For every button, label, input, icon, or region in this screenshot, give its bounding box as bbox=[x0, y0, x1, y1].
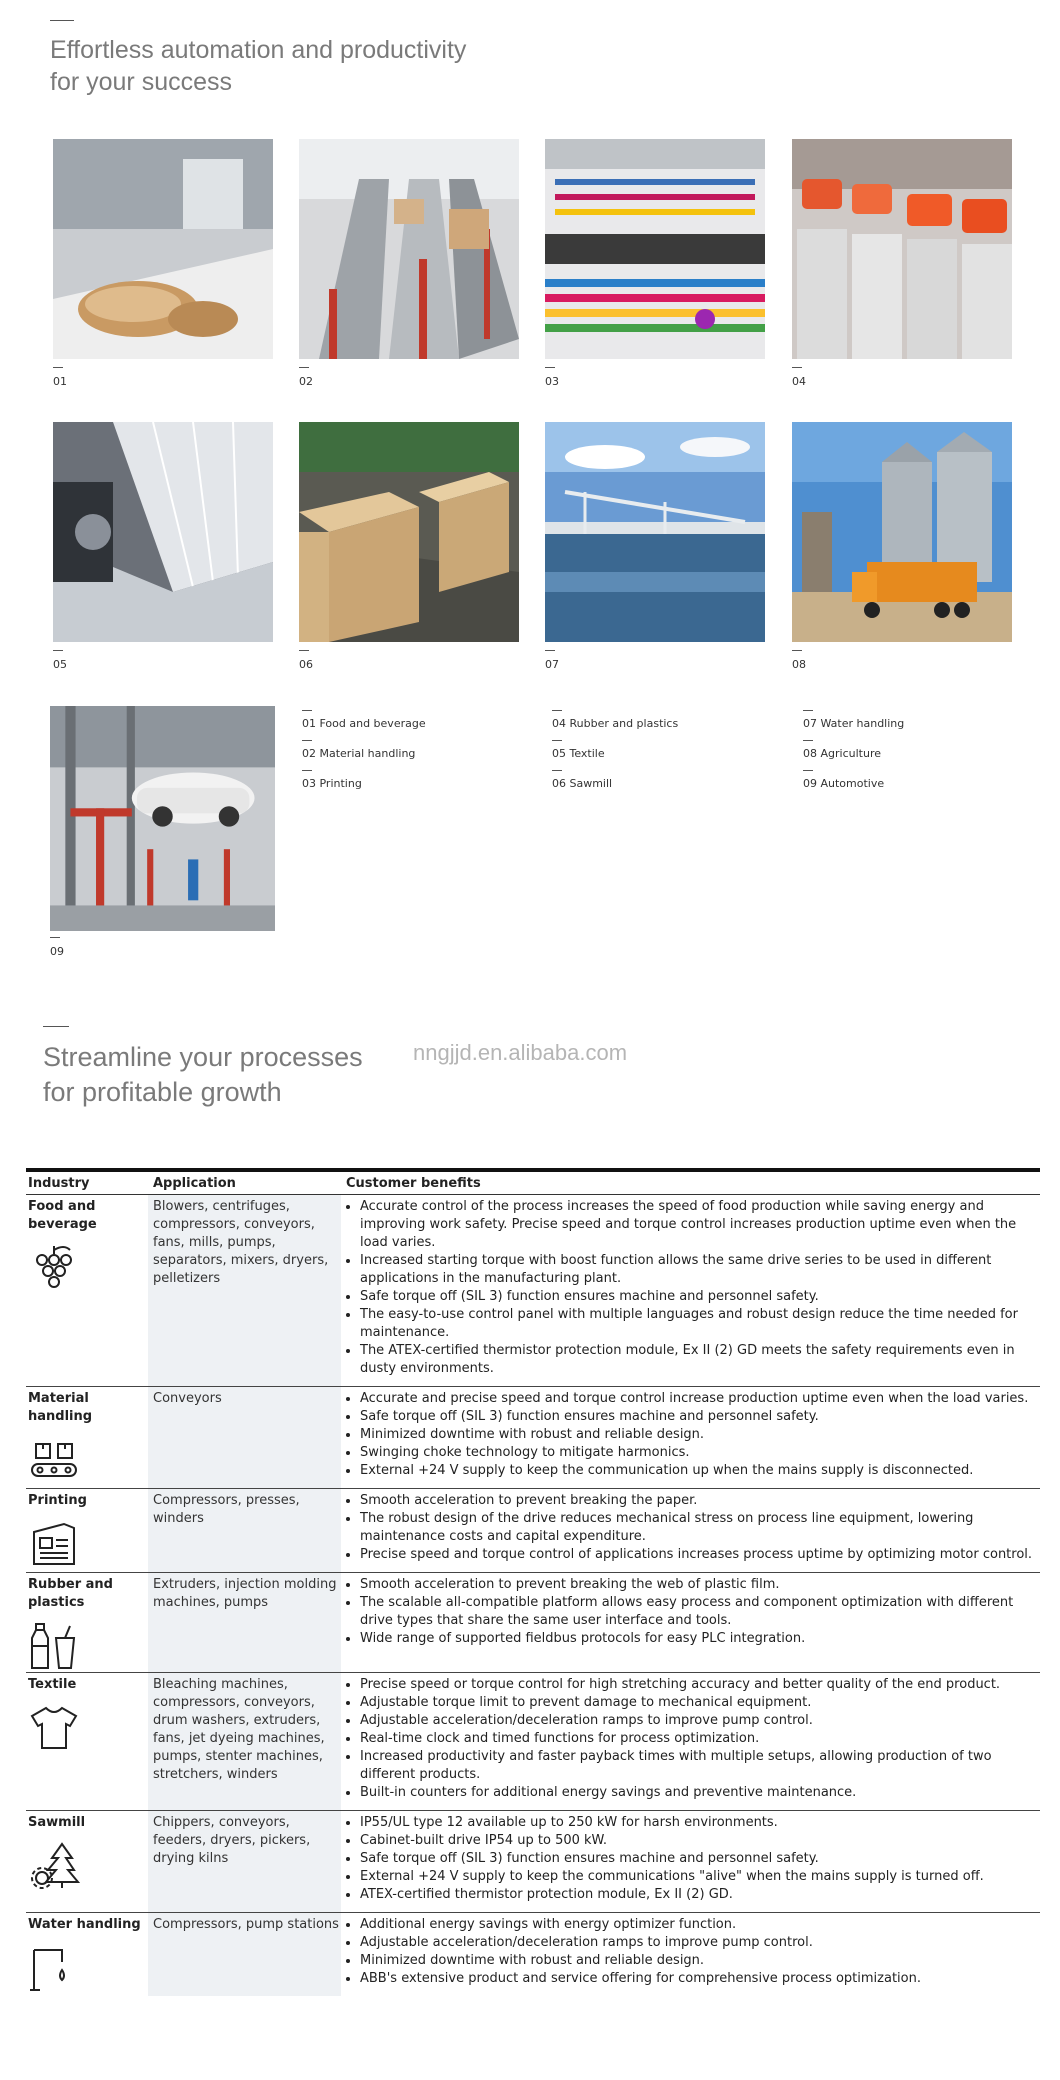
benefit-item: • Precise speed and torque control of applications increases process uptime by optimizing motor control. bbox=[360, 1546, 1040, 1564]
benefit-item: • Precise speed or torque control for high stretching accuracy and better quality of the end product. bbox=[360, 1676, 1040, 1694]
legend-column bbox=[552, 710, 762, 800]
photo-caption: 08 bbox=[792, 650, 806, 671]
photo-caption: 04 bbox=[792, 367, 806, 388]
legend-item: 02 Material handling bbox=[302, 740, 512, 770]
benefit-item: • Smooth acceleration to prevent breaking the paper. bbox=[360, 1492, 1040, 1510]
benefit-item: • Built-in counters for additional energy savings and preventive maintenance. bbox=[360, 1784, 1040, 1802]
benefit-item: • The scalable all-compatible platform allows easy process and component optimization with different drive types that share the same user interface and tools. bbox=[360, 1594, 1040, 1630]
benefit-item: • Increased productivity and faster payback times with multiple setups, allowing production of two different products. bbox=[360, 1748, 1040, 1784]
photo-caption: 02 bbox=[299, 367, 313, 388]
benefit-item: • Cabinet-built drive IP54 up to 500 kW. bbox=[360, 1832, 1040, 1850]
benefit-item: • Safe torque off (SIL 3) function ensures machine and personnel safety. bbox=[360, 1850, 1040, 1868]
photo-caption: 05 bbox=[53, 650, 67, 671]
benefit-item: • The ATEX-certified thermistor protection module, Ex II (2) GD meets the safety requirements even in dusty environments. bbox=[360, 1342, 1040, 1378]
benefit-item: • ATEX-certified thermistor protection module, Ex II (2) GD. bbox=[360, 1886, 1040, 1904]
application-cell: Bleaching machines, compressors, conveyors, drum washers, extruders, fans, jet dyeing machines, pumps, stenter machines, stretchers, winders bbox=[148, 1673, 341, 1810]
table-header bbox=[26, 1172, 1040, 1195]
bread-photo bbox=[53, 139, 273, 359]
newspaper-icon bbox=[28, 1518, 80, 1570]
photo-caption: 03 bbox=[545, 367, 559, 388]
legend-item: 01 Food and beverage bbox=[302, 710, 512, 740]
conveyor-icon bbox=[28, 1434, 80, 1486]
legend-item: 04 Rubber and plastics bbox=[552, 710, 762, 740]
industry-name: Sawmill bbox=[28, 1815, 86, 1830]
textile-loom-photo bbox=[53, 422, 273, 642]
application-cell: Compressors, pump stations bbox=[148, 1913, 341, 1996]
industry-name: Material handling bbox=[28, 1391, 93, 1424]
benefit-item: • Safe torque off (SIL 3) function ensures machine and personnel safety. bbox=[360, 1408, 1040, 1426]
legend-item: 06 Sawmill bbox=[552, 770, 762, 800]
benefit-item: • ABB's extensive product and service offering for comprehensive process optimization. bbox=[360, 1970, 1040, 1988]
industry-benefits-table bbox=[26, 1168, 1040, 1996]
benefit-item: • Minimized downtime with robust and reliable design. bbox=[360, 1426, 1040, 1444]
legend-item: 03 Printing bbox=[302, 770, 512, 800]
legend-item: 05 Textile bbox=[552, 740, 762, 770]
water-treatment-photo bbox=[545, 422, 765, 642]
industry-name: Water handling bbox=[28, 1917, 141, 1932]
section-divider bbox=[43, 1026, 69, 1027]
benefit-item: • External +24 V supply to keep the communication up when the mains supply is disconnected. bbox=[360, 1462, 1040, 1480]
table-row bbox=[26, 1387, 1040, 1489]
application-cell: Blowers, centrifuges, compressors, conveyors, fans, mills, pumps, separators, mixers, dryers, pelletizers bbox=[148, 1195, 341, 1386]
car-factory-photo bbox=[50, 706, 275, 931]
industry-name: Textile bbox=[28, 1677, 77, 1692]
header-application: Application bbox=[153, 1175, 236, 1191]
benefit-item: • Adjustable acceleration/deceleration ramps to improve pump control. bbox=[360, 1934, 1040, 1952]
benefit-item: • The robust design of the drive reduces mechanical stress on process line equipment, lowering maintenance costs and capital expenditure. bbox=[360, 1510, 1040, 1546]
benefit-item: • IP55/UL type 12 available up to 250 kW for harsh environments. bbox=[360, 1814, 1040, 1832]
application-cell: Compressors, presses, winders bbox=[148, 1489, 341, 1572]
printing-press-photo bbox=[545, 139, 765, 359]
header-customer-benefits: Customer benefits bbox=[346, 1175, 481, 1191]
benefit-item: • Increased starting torque with boost function allows the same drive series to be used in different applications in the manufacturing plant. bbox=[360, 1252, 1040, 1288]
application-cell: Conveyors bbox=[148, 1387, 341, 1488]
table-row bbox=[26, 1913, 1040, 1996]
benefit-item: • Adjustable torque limit to prevent damage to mechanical equipment. bbox=[360, 1694, 1040, 1712]
section1-title: Effortless automation and productivity for your success bbox=[50, 36, 467, 96]
benefit-item: • Swinging choke technology to mitigate harmonics. bbox=[360, 1444, 1040, 1462]
benefit-item: • Real-time clock and timed functions for process optimization. bbox=[360, 1730, 1040, 1748]
benefit-item: • The easy-to-use control panel with multiple languages and robust design reduce the time needed for maintenance. bbox=[360, 1306, 1040, 1342]
benefit-item: • External +24 V supply to keep the communications "alive" when the mains supply is turned off. bbox=[360, 1868, 1040, 1886]
faucet-icon bbox=[28, 1942, 80, 1994]
section2-title: Streamline your processes for profitable growth bbox=[43, 1042, 363, 1107]
plastic-bottle-icon bbox=[28, 1620, 80, 1672]
industry-name: Rubber and plastics bbox=[28, 1577, 113, 1610]
header-industry: Industry bbox=[28, 1175, 90, 1191]
benefit-item: • Accurate and precise speed and torque control increase production uptime even when the load varies. bbox=[360, 1390, 1040, 1408]
table-row bbox=[26, 1195, 1040, 1387]
lumber-stack-photo bbox=[299, 422, 519, 642]
photo-caption: 01 bbox=[53, 367, 67, 388]
benefit-item: • Safe torque off (SIL 3) function ensures machine and personnel safety. bbox=[360, 1288, 1040, 1306]
industry-name: Food and beverage bbox=[28, 1199, 97, 1232]
photo-caption: 09 bbox=[50, 937, 64, 958]
table-row bbox=[26, 1573, 1040, 1673]
benefit-item: • Wide range of supported fieldbus protocols for easy PLC integration. bbox=[360, 1630, 1040, 1648]
table-row bbox=[26, 1811, 1040, 1913]
conveyor-photo bbox=[299, 139, 519, 359]
photo-caption: 07 bbox=[545, 650, 559, 671]
legend-column bbox=[803, 710, 1013, 800]
benefit-item: • Minimized downtime with robust and reliable design. bbox=[360, 1952, 1040, 1970]
legend-item: 07 Water handling bbox=[803, 710, 1013, 740]
table-row bbox=[26, 1489, 1040, 1573]
legend-item: 09 Automotive bbox=[803, 770, 1013, 800]
watermark: nngjjd.en.alibaba.com bbox=[413, 1040, 628, 1065]
grapes-icon bbox=[28, 1242, 80, 1294]
industry-name: Printing bbox=[28, 1493, 87, 1508]
section-divider bbox=[50, 20, 74, 21]
benefit-item: • Additional energy savings with energy optimizer function. bbox=[360, 1916, 1040, 1934]
bottles-photo bbox=[792, 139, 1012, 359]
legend-column bbox=[302, 710, 512, 800]
benefit-item: • Accurate control of the process increases the speed of food production while saving energy and improving work safety. Precise speed and torque control increases production uptime even when the load varies. bbox=[360, 1198, 1040, 1252]
legend-item: 08 Agriculture bbox=[803, 740, 1013, 770]
tshirt-icon bbox=[28, 1702, 80, 1754]
table-row bbox=[26, 1673, 1040, 1811]
grain-silo-truck-photo bbox=[792, 422, 1012, 642]
benefit-item: • Smooth acceleration to prevent breaking the web of plastic film. bbox=[360, 1576, 1040, 1594]
photo-caption: 06 bbox=[299, 650, 313, 671]
application-cell: Extruders, injection molding machines, pumps bbox=[148, 1573, 341, 1672]
tree-gear-icon bbox=[28, 1840, 80, 1892]
benefit-item: • Adjustable acceleration/deceleration ramps to improve pump control. bbox=[360, 1712, 1040, 1730]
application-cell: Chippers, conveyors, feeders, dryers, pickers, drying kilns bbox=[148, 1811, 341, 1912]
